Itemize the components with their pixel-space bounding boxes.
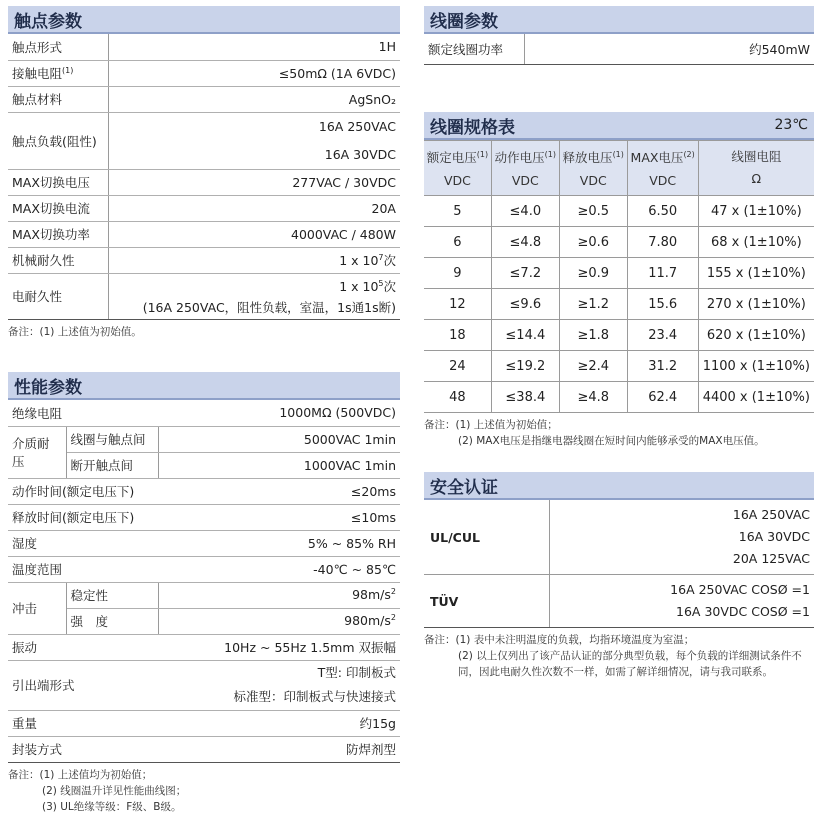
coil-title: 线圈参数 <box>424 6 814 34</box>
performance-section <box>8 372 400 815</box>
safety-title: 安全认证 <box>424 472 814 500</box>
table-row: 24 ≤19.2 ≥2.4 31.2 1100 x (1±10%) <box>424 351 814 382</box>
coil-section <box>424 6 814 65</box>
table-row: 断开触点间 1000VAC 1min <box>8 452 400 478</box>
contact-section <box>8 6 400 340</box>
performance-notes: 备注：(1) 上述值均为初始值； (2) 线圈温升详见性能曲线图； (3) UL绝缘等级：F级、B级。 <box>8 768 187 813</box>
table-row: MAX切换电流 20A <box>8 195 400 221</box>
table-row: MAX切换电压 277VAC / 30VDC <box>8 169 400 195</box>
table-row: 触点负载(阻性) 16A 250VAC 16A 30VDC <box>8 112 400 169</box>
table-row: 12 ≤9.6 ≥1.2 15.6 270 x (1±10%) <box>424 289 814 320</box>
table-row: TÜV 16A 250VAC COSØ =1 16A 30VDC COSØ =1 <box>424 575 814 628</box>
table-row: 释放时间(额定电压下) ≤10ms <box>8 504 400 530</box>
table-row: MAX切换功率 4000VAC / 480W <box>8 221 400 247</box>
table-row: 接触电阻$^{(1)}$ ≤50mΩ (1A 6VDC) <box>8 60 400 86</box>
table-row: 强 度 $980m/s^2$ <box>8 608 400 634</box>
table-row: 封装方式 防焊剂型 <box>8 736 400 762</box>
safety-notes: 备注：(1) 表中未注明温度的负载，均指环境温度为室温； (2) 以上仅列出了该产品认证的部分典型负载，每个负载的详细测试条件不同，因此电耐久性次数不一样，如需了解详细情况，请与我司联系。 <box>424 634 802 678</box>
performance-title: 性能参数 <box>8 372 400 400</box>
table-row: 6 ≤4.8 ≥0.6 7.80 68 x (1±10%) <box>424 227 814 258</box>
table-row: 48 ≤38.4 ≥4.8 62.4 4400 x (1±10%) <box>424 382 814 413</box>
table-row: 电耐久性 1 x $10^5$次 (16A 250VAC，阻性负载，室温，1s通1s断) <box>8 273 400 319</box>
table-row: 5 ≤4.0 ≥0.5 6.50 47 x (1±10%) <box>424 196 814 227</box>
table-row: 动作时间(额定电压下) ≤20ms <box>8 478 400 504</box>
table-row: 冲击 稳定性 $98m/s^2$ <box>8 582 400 608</box>
coil-spec-notes: 备注：(1) 上述值为初始值； (2) MAX电压是指继电器线圈在短时间内能够承受的MAX电压值。 <box>424 419 765 447</box>
contact-note: 备注：(1) 上述值为初始值。 <box>8 325 142 338</box>
coil-param-table <box>424 34 814 65</box>
table-row: 9 ≤7.2 ≥0.9 11.7 155 x (1±10%) <box>424 258 814 289</box>
contact-table <box>8 34 400 320</box>
table-row: 绝缘电阻 1000MΩ (500VDC) <box>8 400 400 426</box>
table-header-row: 额定电压$^{(1)}$ VDC 动作电压$^{(1)}$ VDC 释放电压$^{(1)}$ VDC MAX电压$^{(2)}$ VDC 线圈电阻 Ω <box>424 141 814 196</box>
table-row: 重量 约15g <box>8 710 400 736</box>
coil-spec-table <box>424 140 814 413</box>
table-row: 引出端形式 T型: 印制板式 标准型：印制板式与快速接式 <box>8 660 400 710</box>
safety-section <box>424 472 814 680</box>
performance-table <box>8 400 400 763</box>
coil-spec-title: 线圈规格表 23℃ <box>424 112 814 140</box>
table-row: UL/CUL 16A 250VAC 16A 30VDC 20A 125VAC <box>424 500 814 575</box>
table-row: 介质耐压 线圈与触点间 5000VAC 1min <box>8 426 400 452</box>
table-row: 温度范围 -40℃ ~ 85℃ <box>8 556 400 582</box>
coil-spec-section <box>424 112 814 449</box>
table-row: 18 ≤14.4 ≥1.8 23.4 620 x (1±10%) <box>424 320 814 351</box>
table-row: 振动 10Hz ~ 55Hz 1.5mm 双振幅 <box>8 634 400 660</box>
table-row: 湿度 5% ~ 85% RH <box>8 530 400 556</box>
table-row: 触点材料 AgSnO₂ <box>8 86 400 112</box>
table-row: 机械耐久性 1 x $10^7$次 <box>8 247 400 273</box>
table-row: 触点形式 1H <box>8 34 400 60</box>
safety-table <box>424 500 814 628</box>
contact-title: 触点参数 <box>8 6 400 34</box>
table-row: 额定线圈功率 约540mW <box>424 34 814 64</box>
